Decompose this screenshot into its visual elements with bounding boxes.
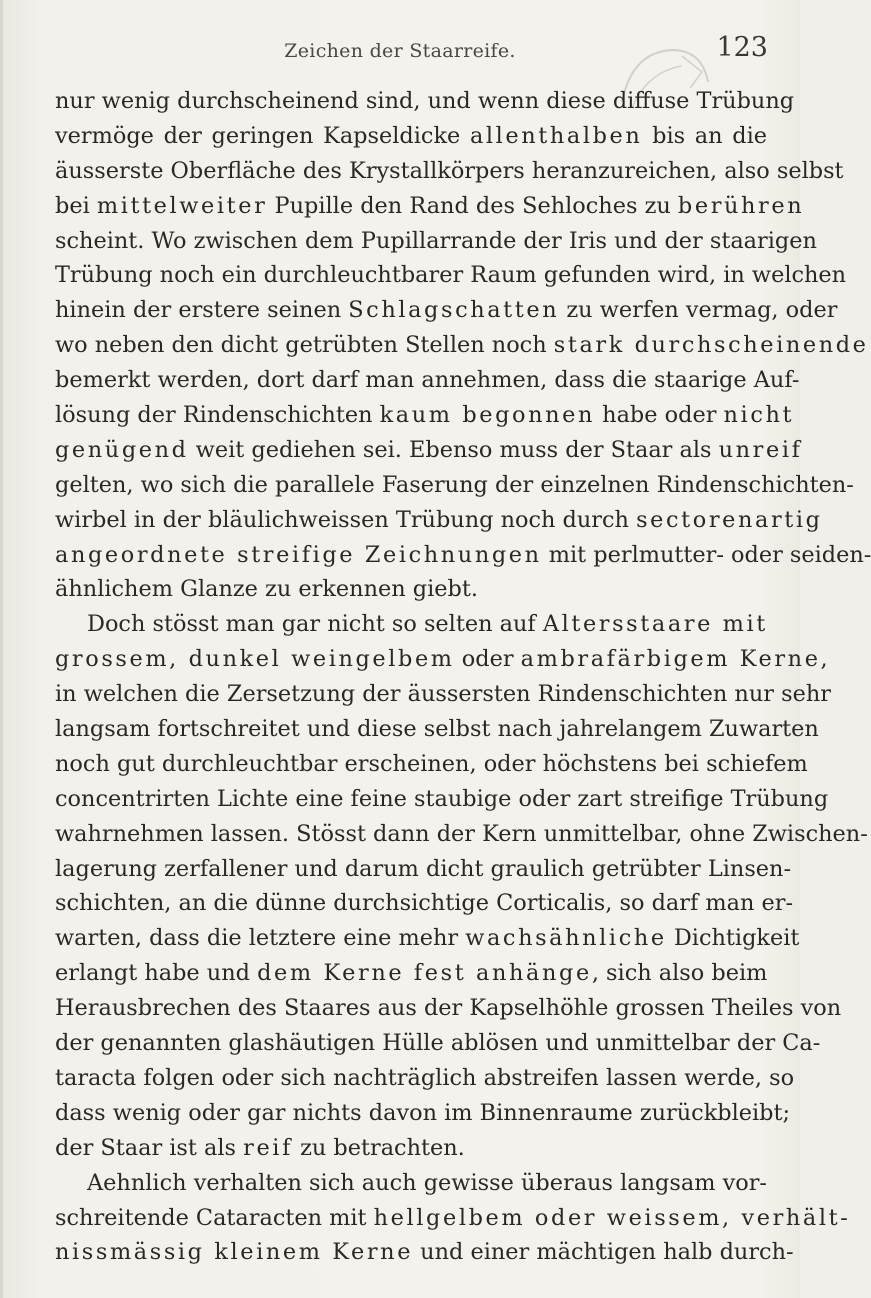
text-line [55, 189, 805, 224]
text-run: der Staar ist als [55, 1134, 244, 1161]
text-line [55, 642, 831, 677]
spaced-emphasis: stark durchscheinende [553, 332, 869, 359]
text-run: Doch stösst man gar nicht so selten auf [87, 611, 543, 638]
spaced-emphasis: genügend [55, 436, 189, 463]
text-run: Pupille den Rand des Sehloches zu [267, 192, 678, 219]
text-line [55, 956, 767, 991]
text-run: noch gut durchleuchtbar erscheinen, oder höchstens bei schiefem [55, 750, 808, 777]
text-line [55, 607, 767, 642]
text-line [55, 886, 794, 921]
spaced-emphasis: ambrafärbigem Kerne, [520, 646, 831, 673]
text-line [55, 224, 817, 259]
text-run: taracta folgen oder sich nachträglich abstreifen lassen werde, so [55, 1064, 795, 1091]
text-run: wahrnehmen lassen. Stösst dann der Kern unmittelbar, ohne Zwischen- [55, 820, 868, 847]
text-run: bemerkt werden, dort darf man annehmen, dass die staarige Auf- [55, 367, 800, 394]
spaced-emphasis: unreif [718, 436, 803, 463]
text-line [55, 747, 808, 782]
text-line [55, 712, 819, 747]
text-line [55, 782, 829, 817]
text-run: oder [454, 646, 521, 673]
text-run: erlangt habe und [55, 960, 258, 987]
body-text [55, 84, 871, 1270]
spaced-emphasis: Schlagschatten [348, 297, 560, 324]
text-run: lösung der Rindenschichten [55, 402, 380, 429]
text-run: vermöge der geringen Kapseldicke [55, 122, 470, 149]
text-line [55, 1235, 794, 1270]
text-run: scheint. Wo zwischen dem Pupillarrande der Iris und der staarigen [55, 227, 817, 254]
page-edge-shadow [0, 0, 3, 1298]
text-line [55, 572, 767, 607]
text-line [55, 1131, 767, 1166]
text-line [55, 119, 767, 154]
text-run: schreitende Cataracten mit [55, 1204, 374, 1231]
running-head: Zeichen der Staarreife. [284, 40, 516, 62]
text-run: weit gediehen sei. Ebenso muss der Staar als [188, 436, 719, 463]
text-line [55, 293, 838, 328]
spaced-emphasis: angeordnete streifige Zeichnungen [55, 541, 542, 568]
text-line [55, 503, 823, 538]
text-line [55, 154, 844, 189]
text-run: wo neben den dicht getrübten Stellen noch [55, 332, 554, 359]
spaced-emphasis: wachsähnliche [465, 925, 667, 952]
spaced-emphasis: nissmässig kleinem Kerne [55, 1239, 414, 1266]
text-run: hinein der erstere seinen [55, 297, 349, 324]
text-line [55, 991, 842, 1026]
text-line [55, 363, 800, 398]
spaced-emphasis: grossem, dunkel weingelbem [55, 646, 455, 673]
spaced-emphasis: hellgelbem oder weissem, verhält- [373, 1204, 851, 1231]
text-run: Herausbrechen des Staares aus der Kapselhöhle grossen Theiles von [55, 995, 842, 1022]
spaced-emphasis: mittelweiter [96, 192, 268, 219]
text-line [55, 328, 869, 363]
spaced-emphasis: nicht [723, 402, 795, 429]
text-line [55, 852, 792, 887]
text-line [55, 1061, 795, 1096]
text-run: bis an die [642, 122, 767, 149]
text-run: Aehnlich verhalten sich auch gewisse überaus langsam vor- [87, 1169, 767, 1196]
spaced-emphasis: allenthalben [469, 122, 643, 149]
page-number: 123 [716, 32, 768, 63]
text-line [55, 1096, 791, 1131]
text-line [55, 258, 847, 293]
text-line [55, 817, 868, 852]
text-line [55, 1166, 767, 1201]
spaced-emphasis: sectorenartig [636, 506, 823, 533]
page-header [0, 32, 800, 70]
text-line [55, 84, 795, 119]
text-run: ähnlichem Glanze zu erkennen giebt. [55, 576, 478, 603]
spaced-emphasis: berühren [677, 192, 805, 219]
spaced-emphasis: dem Kerne fest anhänge [257, 960, 592, 987]
spaced-emphasis: reif [243, 1134, 293, 1161]
text-run: zu betrachten. [292, 1134, 465, 1161]
text-line [55, 398, 795, 433]
text-run: Dichtigkeit [666, 925, 800, 952]
text-run: nur wenig durchscheinend sind, und wenn diese diffuse Trübung [55, 88, 795, 114]
text-run: der genannten glashäutigen Hülle ablösen und unmittelbar der Ca- [55, 1030, 821, 1057]
text-run: langsam fortschreitet und diese selbst nach jahrelangem Zuwarten [55, 716, 819, 743]
text-run: bei [55, 192, 97, 219]
text-line [55, 1026, 821, 1061]
text-line [55, 921, 800, 956]
text-run: wirbel in der bläulichweissen Trübung noch durch [55, 506, 637, 533]
text-run: , sich also beim [591, 960, 768, 987]
text-line [55, 677, 831, 712]
text-run: mit perlmutter- oder seiden- [541, 541, 871, 568]
text-run: warten, dass die letztere eine mehr [55, 925, 466, 952]
text-run: zu werfen vermag, oder [559, 297, 838, 324]
text-line [55, 538, 871, 573]
text-run: schichten, an die dünne durchsichtige Corticalis, so darf man er- [55, 890, 794, 917]
text-run: in welchen die Zersetzung der äussersten Rindenschichten nur sehr [55, 681, 831, 708]
text-run: concentrirten Lichte eine feine staubige oder zart streifige Trübung [55, 785, 829, 812]
text-run: habe oder [595, 402, 724, 429]
text-run: äusserste Oberfläche des Krystallkörpers heranzureichen, also selbst [55, 157, 844, 184]
text-line [55, 433, 803, 468]
text-line [55, 1201, 851, 1236]
text-run: lagerung zerfallener und darum dicht graulich getrübter Linsen- [55, 855, 792, 882]
spaced-emphasis: Altersstaare mit [542, 611, 768, 638]
text-run: gelten, wo sich die parallele Faserung der einzelnen Rindenschichten- [55, 471, 854, 498]
spaced-emphasis: kaum begonnen [379, 402, 596, 429]
text-line [55, 468, 854, 503]
text-run: und einer mächtigen halb durch- [413, 1239, 794, 1266]
text-run: dass wenig oder gar nichts davon im Binnenraume zurückbleibt; [55, 1099, 791, 1126]
text-run: Trübung noch ein durchleuchtbarer Raum gefunden wird, in welchen [55, 262, 847, 289]
